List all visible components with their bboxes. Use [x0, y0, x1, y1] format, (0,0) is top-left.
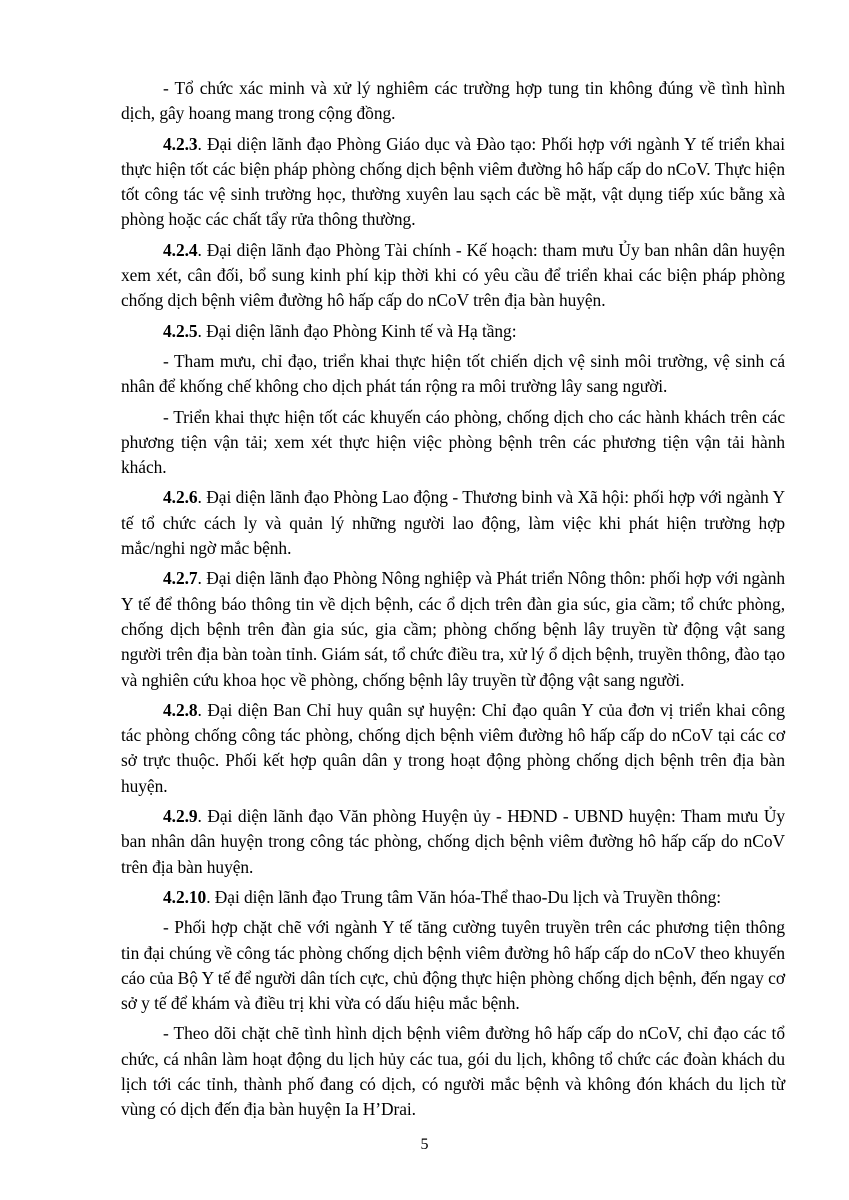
paragraph-text: - Phối hợp chặt chẽ với ngành Y tế tăng cường tuyên truyền trên các phương tiện thông tin đại chúng về công tác phòng chống dịch bệnh viêm đường hô hấp cấp do nCoV theo khuyến cáo của Bộ Y tế để người dân tích cực, chủ động thực hiện phòng chống dịch bệnh, đến ngay cơ sở y tế để khám và điều trị khi vừa có dấu hiệu mắc bệnh. — [121, 917, 785, 1014]
paragraph-text: . Đại diện lãnh đạo Phòng Nông nghiệp và Phát triển Nông thôn: phối hợp với ngành Y tế để thông báo thông tin về dịch bệnh, các ổ dịch trên đàn gia súc, gia cầm; tổ chức phòng, chống dịch bệnh trên đàn gia súc, gia cầm; phòng chống bệnh lây truyền từ động vật sang người trên địa bàn toàn tỉnh. Giám sát, tổ chức điều tra, xử lý ổ dịch bệnh, truyền thông, đào tạo và nghiên cứu khoa học về phòng, chống bệnh lây truyền từ động vật sang người. — [121, 568, 785, 690]
paragraph-8 — [121, 698, 785, 799]
section-number: 4.2.9 — [163, 806, 198, 827]
paragraph-text: . Đại diện lãnh đạo Phòng Kinh tế và Hạ tầng: — [197, 320, 517, 341]
section-number: 4.2.6 — [163, 487, 198, 508]
paragraph-text: . Đại diện Ban Chỉ huy quân sự huyện: Chỉ đạo quân Y của đơn vị triển khai công tác phòng chống công tác phòng, chống dịch bệnh viêm đường hô hấp cấp do nCoV tại các cơ sở trực thuộc. Phối kết hợp quân dân y trong hoạt động phòng chống dịch bệnh trên địa bàn huyện. — [121, 699, 785, 796]
section-number: 4.2.8 — [163, 699, 198, 720]
paragraph-10 — [121, 885, 785, 910]
paragraph-12 — [121, 1021, 785, 1122]
paragraph-3 — [121, 319, 785, 344]
paragraph-text: - Theo dõi chặt chẽ tình hình dịch bệnh viêm đường hô hấp cấp do nCoV, chỉ đạo các tổ chức, cá nhân làm hoạt động du lịch hủy các tua, gói du lịch, không tổ chức các đoàn khách du lịch tới các tỉnh, thành phố đang có dịch, có người mắc bệnh và không đón khách du lịch từ vùng có dịch đến địa bàn huyện Ia H’Drai. — [121, 1023, 785, 1120]
section-number: 4.2.5 — [163, 320, 198, 341]
paragraph-2 — [121, 238, 785, 314]
paragraph-text: - Triển khai thực hiện tốt các khuyến cáo phòng, chống dịch cho các hành khách trên các phương tiện vận tải; xem xét thực hiện việc phòng bệnh trên các phương tiện vận tải hành khách. — [121, 406, 785, 478]
paragraph-text: . Đại diện lãnh đạo Trung tâm Văn hóa-Thể thao-Du lịch và Truyền thông: — [206, 886, 722, 907]
paragraph-7 — [121, 566, 785, 692]
paragraph-9 — [121, 804, 785, 880]
section-number: 4.2.4 — [163, 239, 198, 260]
section-number: 4.2.3 — [163, 133, 198, 154]
paragraph-0 — [121, 76, 785, 127]
document-body — [121, 76, 785, 1123]
page-number: 5 — [420, 1136, 429, 1153]
section-number: 4.2.10 — [163, 886, 207, 907]
paragraph-11 — [121, 915, 785, 1016]
paragraph-1 — [121, 132, 785, 233]
paragraph-text: . Đại diện lãnh đạo Văn phòng Huyện ủy - HĐND - UBND huyện: Tham mưu Ủy ban nhân dân huyện trong công tác phòng, chống dịch bệnh viêm đường hô hấp cấp do nCoV trên địa bàn huyện. — [121, 806, 785, 877]
paragraph-text: - Tổ chức xác minh và xử lý nghiêm các trường hợp tung tin không đúng về tình hình dịch, gây hoang mang trong cộng đồng. — [121, 78, 785, 124]
paragraph-text: . Đại diện lãnh đạo Phòng Lao động - Thương binh và Xã hội: phối hợp với ngành Y tế tổ chức cách ly và quản lý những người lao động, làm việc khi phát hiện trường hợp mắc/nghi ngờ mắc bệnh. — [121, 487, 785, 559]
paragraph-text: . Đại diện lãnh đạo Phòng Tài chính - Kế hoạch: tham mưu Ủy ban nhân dân huyện xem xét, cân đối, bổ sung kinh phí kịp thời khi có yêu cầu để triển khai các biện pháp phòng chống dịch bệnh viêm đường hô hấp cấp do nCoV trên địa bàn huyện. — [121, 239, 785, 311]
paragraph-text: . Đại diện lãnh đạo Phòng Giáo dục và Đào tạo: Phối hợp với ngành Y tế triển khai thực hiện tốt các biện pháp phòng chống dịch bệnh viêm đường hô hấp cấp do nCoV. Thực hiện tốt công tác vệ sinh trường học, thường xuyên lau sạch các bề mặt, vật dụng tiếp xúc bằng xà phòng hoặc các chất tẩy rửa thông thường. — [121, 133, 785, 230]
paragraph-6 — [121, 485, 785, 561]
paragraph-text: - Tham mưu, chỉ đạo, triển khai thực hiện tốt chiến dịch vệ sinh môi trường, vệ sinh cá nhân để khống chế không cho dịch phát tán rộng ra môi trường lây sang người. — [121, 350, 785, 397]
section-number: 4.2.7 — [163, 568, 198, 589]
paragraph-5 — [121, 405, 785, 481]
paragraph-4 — [121, 349, 785, 400]
